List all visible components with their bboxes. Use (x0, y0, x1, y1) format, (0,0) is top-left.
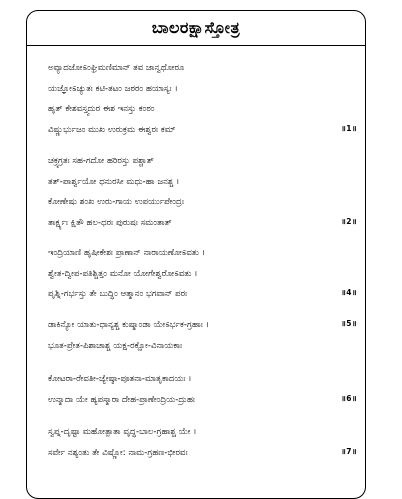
verse-line: ಯಜ್ಞೋಽಚ್ಯುತಃ ಕಟಿ-ತಟಂ ಜಠರಂ ಹಯಾಸ್ಯಃ । (48, 82, 178, 93)
verse-number: ॥6॥ (341, 393, 357, 403)
stanza-4 (27, 314, 365, 355)
verse-text: ವಿಷ್ಣುರ್ಭುಜಂ ಮುಖ ಉರುಕ್ರಮ ಈಶ್ವರಃ ಕಮ್ (48, 123, 176, 134)
verse-text: ತಾರ್ಕ್ಷ್ಯಃ ಕ್ಷಿತೌ ಹಲ-ಧರಃ ಪುರುಷಃ ಸಮಂತಾತ್ (48, 216, 172, 227)
verse-line: ಶ್ವೇತ-ದ್ವೀಪ-ಪತಿಶ್ಚಿತ್ತಂ ಮನೋ ಯೋಗೇಶ್ವರೋಽವತು । (48, 267, 198, 278)
stanza-2 (27, 150, 365, 232)
verse-text: ಸರ್ವೇ ನಶ್ಯಂತು ತೇ ವಿಷ್ಣೋ: ನಾಮ-ಗ್ರಹಣ-ಭೀರವಃ (48, 446, 188, 457)
verse-number: ॥1॥ (341, 123, 357, 133)
page-frame (26, 10, 366, 499)
verse-number: ॥2॥ (341, 216, 357, 226)
verse-line: ಭೂತ-ಪ್ರೇತ-ಪಿಶಾಚಾಶ್ಚ ಯಕ್ಷ-ರಕ್ಷೋ-ವಿನಾಯಕಾಃ (48, 339, 183, 350)
verse-text: ಡಾಕಿನ್ಯೋ ಯಾತು-ಧಾನ್ಯಶ್ಚ ಕುಷ್ಮಾಂಡಾ ಯೇಽರ್ಭಕ-ಗ್ರಹಾಃ । (48, 319, 209, 329)
verse-line-last (27, 212, 365, 233)
verse-line (27, 314, 365, 335)
stanza-6 (27, 421, 365, 462)
verse-line: ಚಕ್ರ್ಯಗ್ರತಃ ಸಹ-ಗದೋ ಹರಿರಸ್ತು ಪಶ್ಚಾತ್ (48, 155, 154, 165)
verse-number: ॥4॥ (341, 288, 357, 297)
page-title: ಬಾಲರಕ್ಷಾಸ್ತೋತ್ರ (151, 18, 241, 37)
verse-line-last (27, 442, 365, 463)
stanza-1 (27, 57, 365, 139)
verse-line: ಅವ್ಯಾದಜೋಽಂಘ್ರಿಮಣಿಮಾನ್ ತವ ಜಾನ್ವಥೋರೂ (48, 62, 185, 72)
title-bar (27, 11, 365, 45)
title-divider (27, 45, 365, 46)
verse-number: ॥5॥ (341, 319, 357, 328)
verse-line: ಸ್ವಪ್ನ-ದೃಷ್ಟಾ ಮಹೋತ್ಪಾತಾ ವೃದ್ಧ-ಬಾಲ-ಗ್ರಹಾಶ್ಚ ಯೇ । (48, 426, 197, 436)
stanza-5 (27, 368, 365, 409)
verse-line: ಕೋಟರಾ-ರೇವತೀ-ಜ್ಯೇಷ್ಠಾ-ಪೂತನಾ-ಮಾತೃಕಾದಯಃ । (48, 373, 192, 383)
verse-line-last (27, 119, 365, 140)
verse-line: ತತ್-ಪಾರ್ಶ್ವಯೋ ಧನುರಸೀ ಮಧು-ಹಾ ಜನಶ್ಚ । (48, 175, 180, 186)
verse-line: ಕೋಣೇಷು ಶಂಖ ಉರು-ಗಾಯ ಉಪರ್ಯುಪೇಂದ್ರಃ (48, 196, 185, 206)
stanza-3 (27, 242, 365, 304)
verse-line: ಇಂದ್ರಿಯಾಣಿ ಹೃಷೀಕೇಶಃ ಪ್ರಾಣಾನ್ ನಾರಾಯಣೋಽವತು । (48, 247, 206, 257)
verse-line: ಹೃತ್ ಕೇಶವಸ್ತ್ವದುರ ಈಶ ಇನಸ್ತು ಕಂಠಂ (48, 103, 155, 113)
verse-text: ಉನ್ಮಾದಾ ಯೇ ಹ್ಯಪಸ್ಮಾರಾ ದೇಹ-ಪ್ರಾಣೇಂದ್ರಿಯ-ದ್ರುಹಃ (48, 393, 195, 404)
verse-line-last (27, 389, 365, 410)
verse-text: ಪೃಶ್ನಿ-ಗರ್ಭಸ್ತು ತೇ ಬುದ್ಧಿಂ ಆತ್ಮಾನಂ ಭಗವಾನ್ ಪರಃ (48, 288, 188, 298)
verse-number: ॥7॥ (341, 446, 357, 456)
verse-line-last (27, 283, 365, 304)
